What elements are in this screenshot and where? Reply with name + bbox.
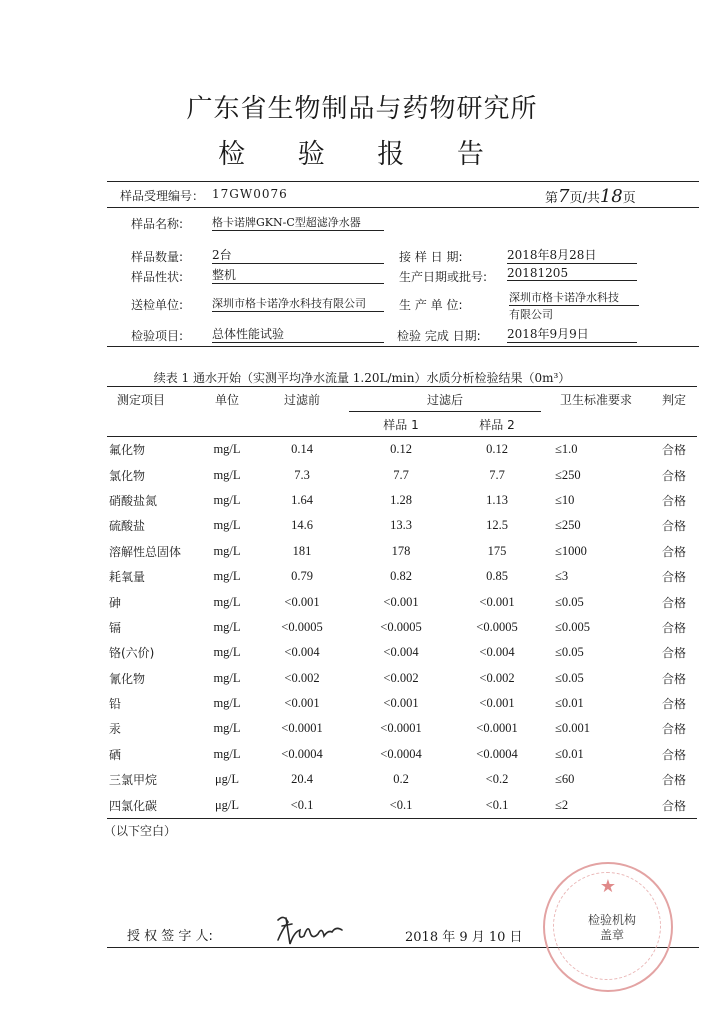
cell-before: 181	[292, 543, 312, 558]
sender-label: 送检单位:	[131, 298, 184, 312]
cell-verdict: 合格	[661, 671, 686, 686]
col-header-standard: 卫生标准要求	[559, 393, 632, 407]
cell-unit: mg/L	[213, 543, 241, 558]
results-table	[107, 386, 697, 819]
cell-sample2: <0.001	[479, 594, 515, 609]
cell-unit: mg/L	[213, 721, 241, 736]
cell-standard: ≤0.05	[555, 670, 584, 685]
cell-standard: ≤250	[555, 467, 581, 482]
table-row	[107, 488, 697, 513]
cell-sample1: <0.001	[383, 594, 419, 609]
cell-item: 四氯化碳	[109, 798, 158, 813]
table-row	[107, 462, 697, 487]
name-label: 样品名称:	[131, 217, 184, 231]
table-row	[107, 539, 697, 564]
cell-sample1: <0.0001	[380, 721, 422, 736]
cell-sample2: <0.001	[479, 696, 515, 711]
star-icon: ★	[599, 876, 617, 897]
batch-label: 生产日期或批号:	[399, 270, 488, 284]
state-label: 样品性状:	[131, 270, 184, 284]
col-header-sample1: 样品 1	[383, 417, 419, 432]
table-row	[107, 615, 697, 640]
qty-value: 2台	[212, 246, 384, 264]
maker-value-line2: 有限公司	[509, 308, 553, 321]
cell-verdict: 合格	[661, 570, 686, 585]
cell-sample2: 0.85	[486, 569, 508, 584]
cell-before: 0.14	[291, 442, 313, 457]
table-row	[107, 640, 697, 665]
cell-verdict: 合格	[661, 468, 686, 483]
cell-item: 硫酸盐	[109, 519, 146, 534]
table-row	[107, 666, 697, 691]
cell-before: <0.004	[284, 645, 320, 660]
cell-item: 三氯甲烷	[109, 773, 158, 788]
cell-item: 氟化物	[109, 443, 146, 458]
qty-label: 样品数量:	[131, 250, 184, 264]
cell-item: 铅	[109, 697, 122, 712]
cell-sample1: <0.002	[383, 670, 419, 685]
cell-sample2: <0.0005	[476, 619, 518, 634]
col-header-before: 过滤前	[283, 393, 320, 407]
cell-item: 砷	[109, 595, 122, 610]
cell-unit: mg/L	[213, 492, 241, 507]
table-row	[107, 716, 697, 741]
cell-unit: mg/L	[213, 518, 241, 533]
cell-sample1: 0.82	[390, 569, 412, 584]
cell-before: 1.64	[291, 492, 313, 507]
page-total: 18	[599, 186, 623, 207]
blank-note: （以下空白）	[104, 824, 177, 838]
cell-verdict: 合格	[661, 697, 686, 712]
table-row	[107, 767, 697, 792]
cell-verdict: 合格	[661, 519, 686, 534]
cell-standard: ≤250	[555, 518, 581, 533]
done-label: 检验 完成 日期:	[397, 329, 481, 343]
cell-verdict: 合格	[661, 747, 686, 762]
cell-standard: ≤2	[555, 797, 569, 812]
page-current: 7	[558, 186, 570, 207]
cell-unit: mg/L	[213, 569, 241, 584]
cell-sample1: <0.0004	[380, 746, 422, 761]
cell-standard: ≤0.05	[555, 645, 584, 660]
signer-label: 授 权 签 字 人:	[127, 929, 213, 944]
cell-before: 0.79	[291, 569, 313, 584]
cell-sample2: 1.13	[486, 492, 508, 507]
item-label: 检验项目:	[131, 329, 184, 343]
batch-value: 20181205	[507, 266, 637, 281]
cell-verdict: 合格	[661, 646, 686, 661]
table-row	[107, 437, 697, 463]
handwritten-signature	[272, 910, 352, 950]
cell-sample2: 0.12	[486, 442, 508, 457]
maker-value-line1: 深圳市格卡诺净水科技	[509, 289, 639, 306]
cell-before: <0.0001	[281, 721, 323, 736]
cell-unit: μg/L	[214, 797, 240, 812]
cell-sample1: 0.2	[393, 772, 409, 787]
cell-item: 硝酸盐氮	[109, 493, 158, 508]
sender-value: 深圳市格卡诺净水科技有限公司	[212, 295, 384, 312]
cell-verdict: 合格	[661, 493, 686, 508]
cell-unit: mg/L	[213, 696, 241, 711]
col-header-verdict: 判定	[661, 393, 686, 407]
col-header-unit: 单位	[214, 393, 239, 407]
cell-sample1: <0.1	[389, 797, 413, 812]
cell-verdict: 合格	[661, 773, 686, 788]
table-row	[107, 691, 697, 716]
cell-unit: mg/L	[213, 619, 241, 634]
institute-title: 广东省生物制品与药物研究所	[186, 94, 538, 124]
cell-sample2: <0.0001	[476, 721, 518, 736]
cell-before: <0.001	[284, 594, 320, 609]
info-top-rule	[107, 207, 699, 208]
cell-sample2: <0.2	[485, 772, 509, 787]
cell-sample2: <0.1	[485, 797, 509, 812]
cell-before: <0.002	[284, 670, 320, 685]
cell-standard: ≤0.05	[555, 594, 584, 609]
cell-standard: ≤0.005	[555, 619, 590, 634]
cell-sample1: 7.7	[393, 467, 409, 482]
cell-item: 溶解性总固体	[109, 544, 182, 559]
cell-item: 汞	[109, 722, 122, 737]
table-row	[107, 589, 697, 614]
cell-verdict: 合格	[661, 620, 686, 635]
receive-date: 2018年8月28日	[507, 246, 637, 264]
cell-sample1: <0.001	[383, 696, 419, 711]
cell-before: 7.3	[294, 467, 310, 482]
info-bottom-rule	[107, 346, 699, 347]
cell-standard: ≤3	[555, 569, 569, 584]
col-header-sample2: 样品 2	[479, 417, 515, 432]
table-caption: 续表 1 通水开始（实测平均净水流量 1.20L/min）水质分析检验结果（0m³）	[153, 371, 571, 385]
cell-unit: mg/L	[213, 645, 241, 660]
sample-no: 17GW0076	[212, 187, 288, 201]
state-value: 整机	[212, 266, 384, 284]
cell-before: <0.001	[284, 696, 320, 711]
cell-standard: ≤60	[555, 772, 575, 787]
cell-item: 铬(六价)	[109, 646, 155, 661]
cell-item: 氰化物	[109, 671, 146, 686]
cell-unit: mg/L	[213, 467, 241, 482]
cell-unit: mg/L	[213, 594, 241, 609]
cell-sample2: <0.004	[479, 645, 515, 660]
cell-before: <0.0005	[281, 619, 323, 634]
cell-item: 耗氧量	[109, 570, 146, 585]
cell-before: 20.4	[291, 772, 313, 787]
header-rule	[107, 181, 699, 182]
cell-standard: ≤1000	[555, 543, 587, 558]
cell-sample1: <0.0005	[380, 619, 422, 634]
maker-label: 生 产 单 位:	[399, 298, 463, 312]
cell-standard: ≤0.001	[555, 721, 590, 736]
page-indicator: 第7页/共18页	[545, 186, 636, 207]
cell-sample2: 7.7	[489, 467, 505, 482]
sign-date: 2018 年 9 月 10 日	[405, 930, 523, 945]
cell-verdict: 合格	[661, 595, 686, 610]
cell-standard: ≤0.01	[555, 696, 584, 711]
cell-standard: ≤0.01	[555, 746, 584, 761]
cell-before: <0.0004	[281, 746, 323, 761]
table-row	[107, 513, 697, 538]
table-row	[107, 792, 697, 818]
done-date: 2018年9月9日	[507, 325, 637, 343]
receive-label: 接 样 日 期:	[399, 250, 463, 264]
cell-standard: ≤1.0	[555, 442, 578, 457]
cell-sample1: 1.28	[390, 492, 412, 507]
cell-standard: ≤10	[555, 492, 575, 507]
cell-verdict: 合格	[661, 798, 686, 813]
cell-sample1: 178	[391, 543, 411, 558]
item-value: 总体性能试验	[212, 325, 384, 343]
name-value: 格卡诺牌GKN-C型超滤净水器	[212, 214, 384, 231]
seal-label: 检验机构 盖章	[587, 913, 636, 942]
col-header-item: 测定项目	[117, 393, 166, 407]
col-header-after: 过滤后	[349, 387, 541, 412]
cell-item: 氯化物	[109, 468, 146, 483]
cell-before: <0.1	[290, 797, 314, 812]
cell-verdict: 合格	[661, 544, 686, 559]
cell-sample1: <0.004	[383, 645, 419, 660]
sample-no-label: 样品受理编号：	[120, 189, 205, 203]
cell-sample2: <0.0004	[476, 746, 518, 761]
cell-sample1: 13.3	[390, 518, 412, 533]
cell-sample1: 0.12	[390, 442, 412, 457]
cell-verdict: 合格	[661, 722, 686, 737]
table-row	[107, 742, 697, 767]
cell-before: 14.6	[291, 518, 313, 533]
cell-unit: mg/L	[213, 442, 241, 457]
cell-sample2: 175	[487, 543, 507, 558]
table-row	[107, 564, 697, 589]
cell-unit: mg/L	[213, 670, 241, 685]
cell-sample2: <0.002	[479, 670, 515, 685]
cell-item: 硒	[109, 747, 122, 762]
cell-verdict: 合格	[661, 443, 686, 458]
cell-unit: mg/L	[213, 746, 241, 761]
cell-sample2: 12.5	[486, 518, 508, 533]
cell-item: 镉	[109, 620, 122, 635]
cell-unit: μg/L	[214, 772, 240, 787]
report-title: 检 验 报 告	[218, 139, 506, 170]
